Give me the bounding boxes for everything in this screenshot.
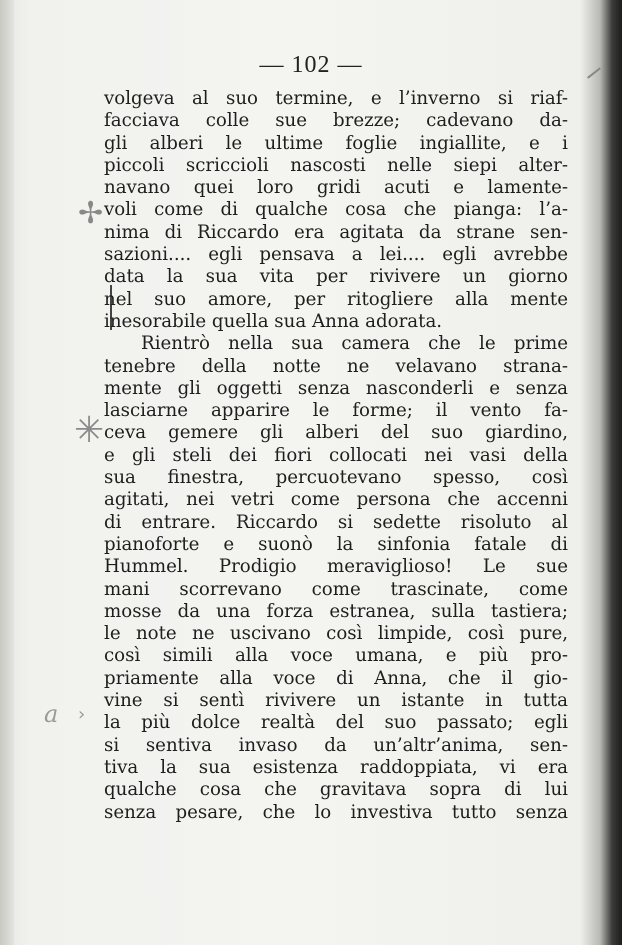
text-line: voli come di qualche cosa che pianga: l’a- (104, 199, 568, 221)
text-line: nel suo amore, per ritogliere alla mente (104, 288, 568, 310)
text-line: pianoforte e suonò la sinfonia fatale di (104, 533, 568, 555)
margin-letter-a: a (44, 700, 59, 728)
text-line: agitati, nei vetri come persona che accenni (104, 489, 568, 511)
text-line: gli alberi le ultime foglie ingiallite, e i (104, 132, 568, 154)
text-line: Hummel. Prodigio meraviglioso! Le sue (104, 556, 568, 578)
text-line: vine si sentì rivivere un istante in tutta (104, 690, 568, 712)
text-line: mente gli oggetti senza nasconderli e senza (104, 377, 568, 399)
paragraph-first-line: Rientrò nella sua camera che le prime (141, 333, 568, 355)
body-text (104, 88, 568, 824)
text-line: volgeva al suo termine, e l’inverno si riaf- (104, 88, 568, 109)
text-line: priamente alla voce di Anna, che il gio- (104, 667, 568, 689)
text-line: la più dolce realtà del suo passato; egli (104, 712, 568, 734)
margin-cross-mark-icon: ✢ (78, 196, 104, 231)
text-line: lasciarne apparire le forme; il vento fa- (104, 400, 568, 422)
text-line: tenebre della notte ne velavano strana- (104, 355, 568, 377)
text-line: qualche cosa che gravitava sopra di lui (104, 779, 568, 801)
text-line: data la sua vita per rivivere un giorno (104, 266, 568, 288)
margin-arrow-mark-icon: › (78, 704, 86, 725)
text-line: inesorabile quella sua Anna adorata. (104, 310, 443, 332)
text-line: sazioni.... egli pensava a lei.... egli avrebbe (104, 244, 568, 266)
text-line: piccoli scriccioli nascosti nelle siepi alter- (104, 154, 568, 176)
text-line: navano quei loro gridi acuti e lamente- (104, 177, 568, 199)
text-line: le note ne uscivano così limpide, così pure, (104, 623, 568, 645)
text-line: nima di Riccardo era agitata da strane sen- (104, 221, 568, 243)
text-line: così simili alla voce umana, e più pro- (104, 645, 568, 667)
text-line: di entrare. Riccardo si sedette risoluto al (104, 511, 568, 533)
text-line: mosse da una forza estranea, sulla tastiera; (104, 600, 568, 622)
text-line: e gli steli dei fiori collocati nei vasi della (104, 444, 568, 466)
text-line: facciava colle sue brezze; cadevano da- (104, 110, 568, 132)
text-line: mani scorrevano come trascinate, come (104, 578, 568, 600)
text-line: sua finestra, percuotevano spesso, così (104, 467, 568, 489)
page-gutter-shadow (0, 0, 14, 945)
text-line: senza pesare, che lo investiva tutto senza (104, 801, 568, 823)
text-line: si sentiva invaso da un’altr’anima, sen- (104, 734, 568, 756)
page-number: — 102 — (259, 52, 363, 78)
margin-star-mark-icon: ✳ (74, 410, 105, 451)
text-line: ceva gemere gli alberi del suo giardino, (104, 422, 568, 444)
text-line: tiva la sua esistenza raddoppiata, vi era (104, 756, 568, 778)
